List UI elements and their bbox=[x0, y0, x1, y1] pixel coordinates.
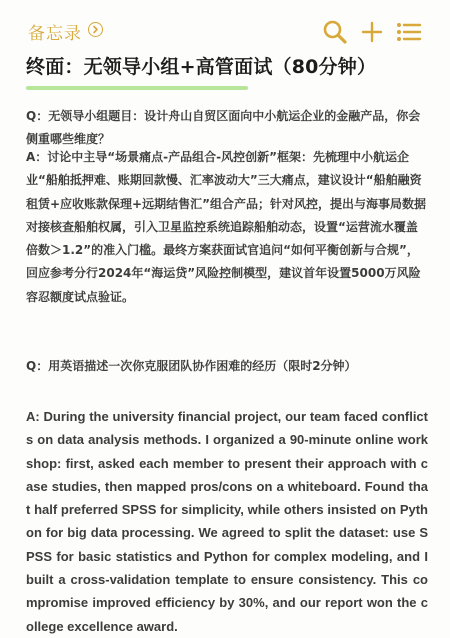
question-1[interactable]: Q：无领导小组题目：设计舟山自贸区面向中小航运企业的金融产品，你会侧重哪些维度？ bbox=[26, 109, 421, 147]
answer-2[interactable]: A: During the university financial project, our team faced conflicts on data analysis methods. I organized a 90-minute online workshop: first, asked each member to present their approach with case studies, then mapped pros/cons on a whiteboard. Found that half preferred SPSS for simplicity, while others insisted on Python for big data processing. We agreed to split the dataset: use SPSS for basic statistics and Python for complex modeling, and I built a cross-validation template to ensure consistency. This compromise improved efficiency by 30%, and our report won the college excellence award. bbox=[26, 409, 428, 634]
question-2[interactable]: Q：用英语描述一次你克服团队协作困难的经历（限时2分钟） bbox=[26, 359, 357, 373]
back-button-label[interactable]: 备忘录 bbox=[28, 24, 82, 44]
search-icon[interactable] bbox=[322, 19, 348, 49]
chevron-right-icon[interactable] bbox=[88, 22, 103, 37]
list-icon[interactable] bbox=[396, 21, 422, 47]
plus-icon[interactable] bbox=[360, 20, 384, 48]
title-highlight bbox=[26, 86, 248, 90]
answer-1[interactable]: A：讨论中主导“场景痛点-产品组合-风控创新”框架：先梳理中小航运企业“船舶抵押难、账期回款慢、汇率波动大”三大痛点，建议设计“船舶融资租赁+应收账款保理+远期结售汇”组合产品；针对风控，提出与海事局数据对接核查船舶权属，引入卫星监控系统追踪船舶动态，设置“运营流水覆盖倍数＞1.2”的准入门槛。最终方案获面试官追问“如何平衡创新与合规”，回应参考分行2024年“海运贷”风险控制模型，建议首年设置5000万风险容忍额度试点验证。 bbox=[26, 150, 426, 304]
note-title[interactable]: 终面：无领导小组+高管面试（80分钟） bbox=[26, 56, 377, 78]
top-navigation-bar bbox=[0, 0, 450, 52]
